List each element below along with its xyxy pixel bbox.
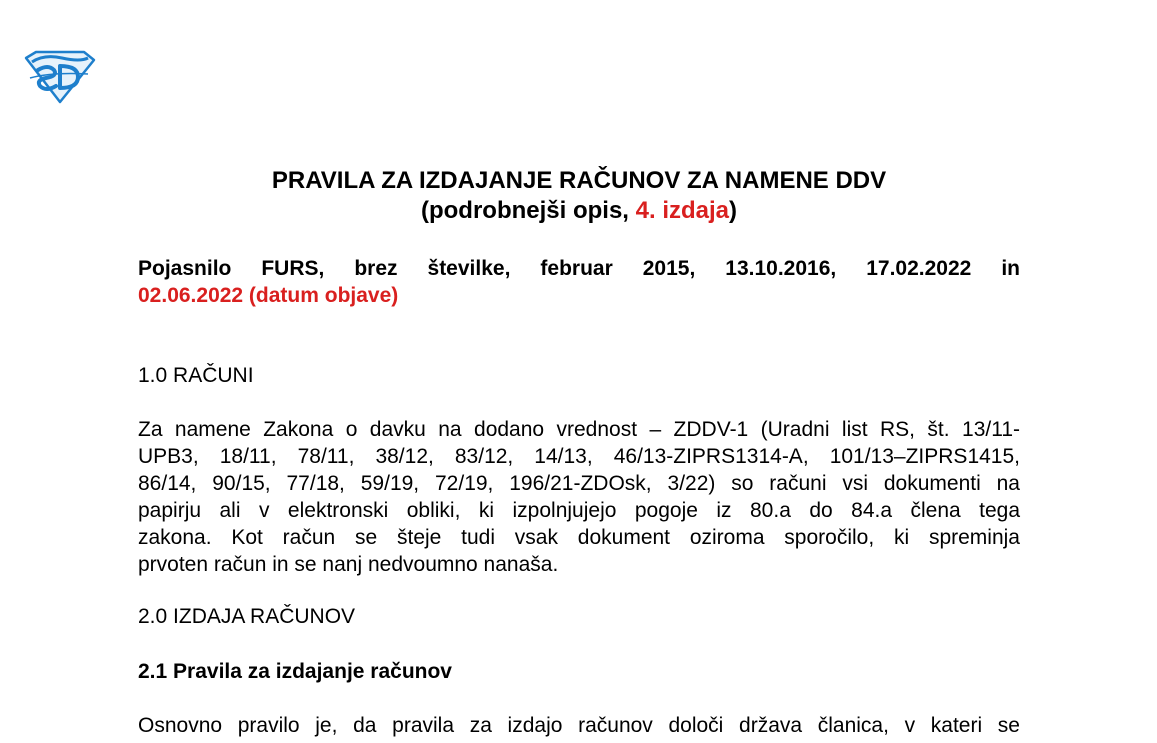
paragraph-line: Osnovno pravilo je, da pravila za izdajo računov določi država članica, v kateri se xyxy=(138,714,1020,737)
document-title xyxy=(138,166,1020,226)
paragraph-line: Za namene Zakona o davku na dodano vrednost – ZDDV-1 (Uradni list RS, št. 13/11- xyxy=(138,418,1020,441)
section-2-1-heading: 2.1 Pravila za izdajanje računov xyxy=(138,660,452,683)
title-edition-open: (podrobnejši opis, xyxy=(420,197,636,224)
section-2-1-body xyxy=(138,712,1020,739)
section-1-heading: 1.0 RAČUNI xyxy=(138,364,254,387)
paragraph-line: papirju ali v elektronski obliki, ki izpolnjujejo pogoje iz 80.a do 84.a člena tega xyxy=(138,499,1020,522)
title-edition-number: 4. izdaja xyxy=(635,197,730,224)
subtitle-line-1: Pojasnilo FURS, brez številke, februar 2015, 13.10.2016, 17.02.2022 in xyxy=(138,257,1020,280)
title-edition-close: ) xyxy=(729,197,738,224)
paragraph-line: prvoten račun in se nanj nedvoumno nanaša. xyxy=(138,553,559,576)
section-2-heading: 2.0 IZDAJA RAČUNOV xyxy=(138,605,356,628)
section-1-body xyxy=(138,416,1020,578)
paragraph-line: 86/14, 90/15, 77/18, 59/19, 72/19, 196/21-ZDOsk, 3/22) so računi vsi dokumenti na xyxy=(138,472,1020,495)
paragraph-line: UPB3, 18/11, 78/11, 38/12, 83/12, 14/13, 46/13-ZIPRS1314-A, 101/13–ZIPRS1415, xyxy=(138,445,1020,468)
subtitle-block xyxy=(138,255,1020,309)
title-line-2 xyxy=(138,196,1020,226)
sd-shield-logo-icon xyxy=(22,48,96,104)
subtitle-publication-date: 02.06.2022 (datum objave) xyxy=(138,284,399,307)
paragraph-line: zakona. Kot račun se šteje tudi vsak dokument oziroma sporočilo, ki spreminja xyxy=(138,526,1020,549)
title-line-1: PRAVILA ZA IZDAJANJE RAČUNOV ZA NAMENE DDV xyxy=(271,167,887,194)
